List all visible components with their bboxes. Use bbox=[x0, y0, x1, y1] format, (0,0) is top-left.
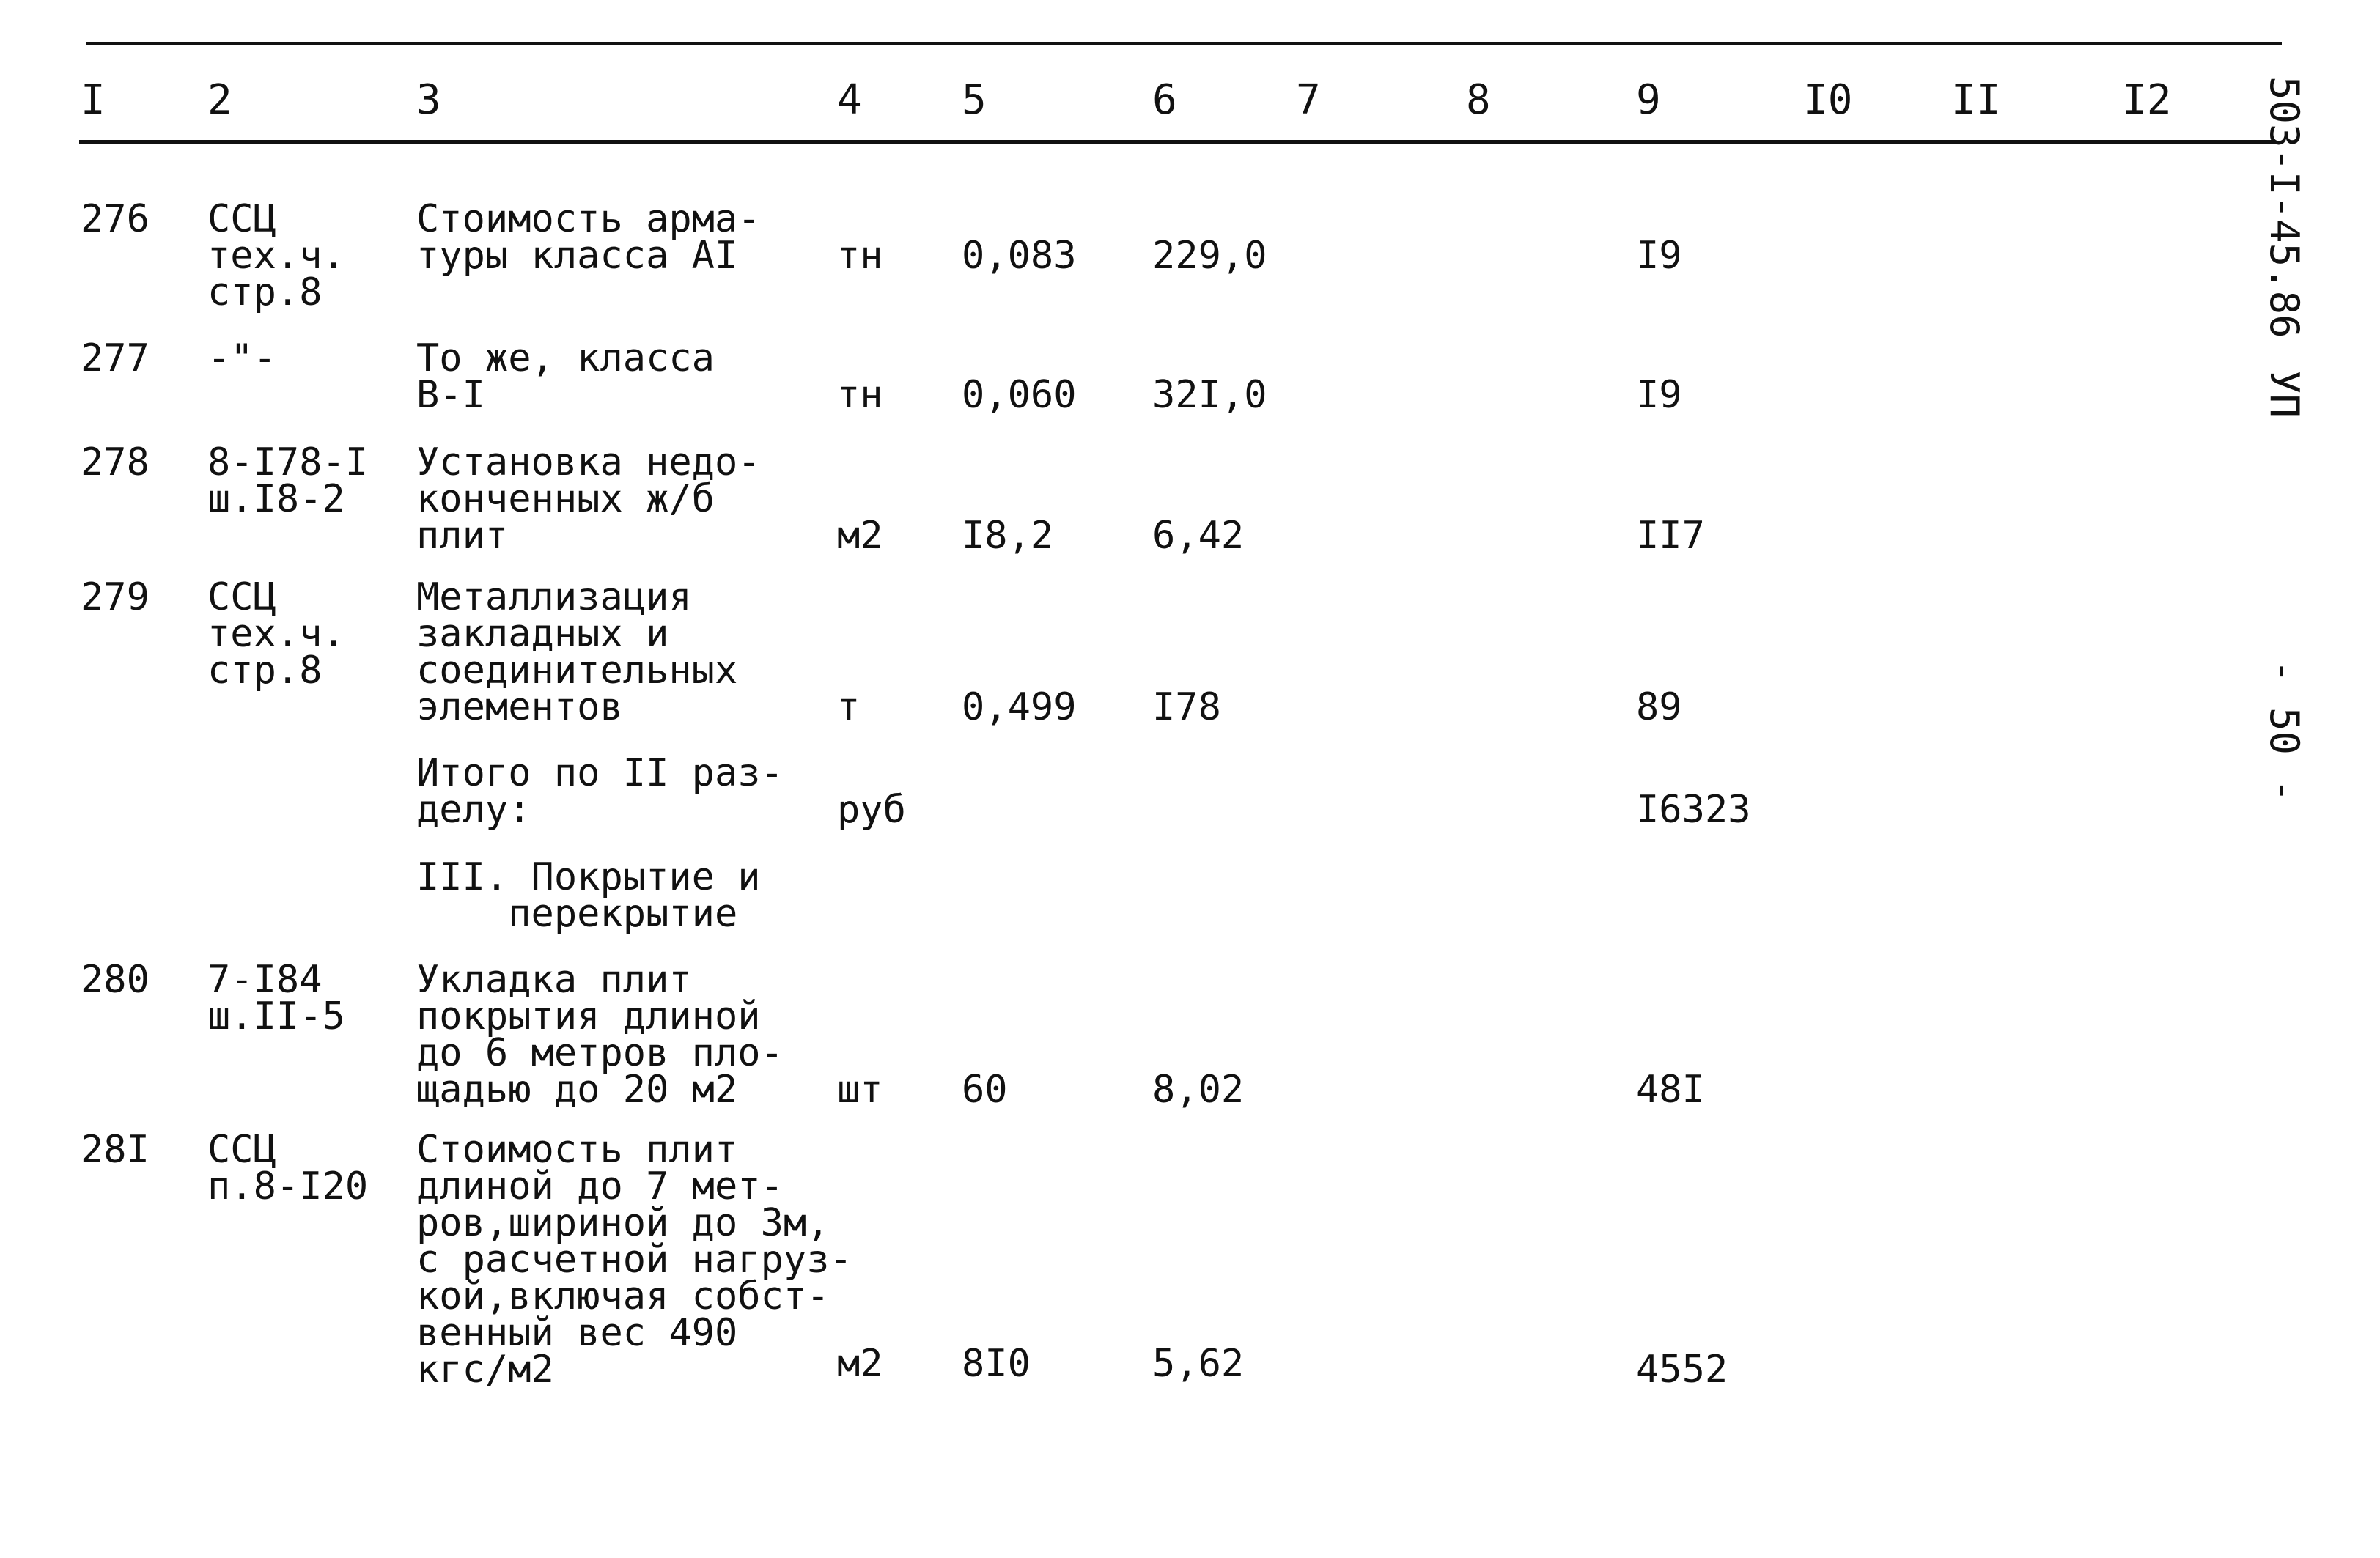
subtotal-label: Итого по II раз- делу: bbox=[416, 751, 784, 832]
col-header-4: 4 bbox=[837, 76, 862, 124]
row-number: 28I bbox=[81, 1128, 150, 1172]
work-description: Установка недо- конченных ж/б плит bbox=[416, 440, 761, 558]
work-description: Стоимость плит длиной до 7 мет- ров,шириной до 3м, с расчетной нагруз- кой,включая собст- венный вес 490 кгс/м2 bbox=[416, 1128, 852, 1392]
unit-price: I78 bbox=[1152, 685, 1221, 729]
total-cost: II7 bbox=[1636, 514, 1705, 558]
work-description: То же, класса В-I bbox=[416, 336, 715, 417]
col-header-6: 6 bbox=[1152, 76, 1177, 124]
unit: т bbox=[837, 685, 861, 729]
quantity: 0,083 bbox=[962, 234, 1077, 278]
norm-code: ССЦ тех.ч. стр.8 bbox=[207, 197, 345, 314]
norm-code: ССЦ тех.ч. стр.8 bbox=[207, 575, 345, 693]
unit: шт bbox=[837, 1068, 883, 1112]
quantity: I8,2 bbox=[962, 514, 1054, 558]
col-header-12: I2 bbox=[2122, 76, 2172, 124]
norm-code: 8-I78-I ш.I8-2 bbox=[207, 440, 369, 521]
work-description: Металлизация закладных и соединительных элементов bbox=[416, 575, 738, 729]
row-number: 276 bbox=[81, 197, 150, 241]
work-description: Укладка плит покрытия длиной до 6 метров пло- щадью до 20 м2 bbox=[416, 958, 784, 1112]
quantity: 0,060 bbox=[962, 373, 1077, 417]
norm-code: 7-I84 ш.II-5 bbox=[207, 958, 345, 1038]
section-heading: III. Покрытие и перекрытие bbox=[416, 855, 761, 936]
document-code-suffix: УП bbox=[2261, 370, 2307, 418]
row-number: 277 bbox=[81, 336, 150, 380]
col-header-3: 3 bbox=[416, 76, 441, 124]
page-number: - 50 - bbox=[2261, 660, 2307, 803]
unit-price: 229,0 bbox=[1152, 234, 1267, 278]
unit-price: 32I,0 bbox=[1152, 373, 1267, 417]
col-header-8: 8 bbox=[1466, 76, 1491, 124]
quantity: 0,499 bbox=[962, 685, 1077, 729]
unit: тн bbox=[837, 234, 883, 278]
col-header-11: II bbox=[1951, 76, 2001, 124]
total-cost: 89 bbox=[1636, 685, 1682, 729]
unit-price: 5,62 bbox=[1152, 1342, 1245, 1386]
quantity: 60 bbox=[962, 1068, 1008, 1112]
unit: руб bbox=[837, 788, 906, 832]
unit-price: 6,42 bbox=[1152, 514, 1245, 558]
col-header-2: 2 bbox=[207, 76, 232, 124]
norm-code: -"- bbox=[207, 336, 276, 380]
col-header-5: 5 bbox=[962, 76, 987, 124]
unit: м2 bbox=[837, 514, 883, 558]
quantity: 8I0 bbox=[962, 1342, 1031, 1386]
col-header-10: I0 bbox=[1803, 76, 1853, 124]
document-code: 503-I-45.86 bbox=[2261, 76, 2307, 339]
unit-price: 8,02 bbox=[1152, 1068, 1245, 1112]
unit: тн bbox=[837, 373, 883, 417]
unit: м2 bbox=[837, 1342, 883, 1386]
row-number: 278 bbox=[81, 440, 150, 484]
total-cost: 4552 bbox=[1636, 1348, 1728, 1392]
header-rule bbox=[79, 140, 2274, 144]
row-number: 280 bbox=[81, 958, 150, 1002]
col-header-1: I bbox=[81, 76, 106, 124]
total-cost: I9 bbox=[1636, 234, 1682, 278]
row-number: 279 bbox=[81, 575, 150, 619]
top-rule bbox=[86, 42, 2282, 45]
total-cost: I9 bbox=[1636, 373, 1682, 417]
col-header-7: 7 bbox=[1296, 76, 1321, 124]
col-header-9: 9 bbox=[1636, 76, 1661, 124]
subtotal-value: I6323 bbox=[1636, 788, 1751, 832]
total-cost: 48I bbox=[1636, 1068, 1705, 1112]
norm-code: ССЦ п.8-I20 bbox=[207, 1128, 369, 1208]
work-description: Стоимость арма- туры класса АI bbox=[416, 197, 761, 278]
